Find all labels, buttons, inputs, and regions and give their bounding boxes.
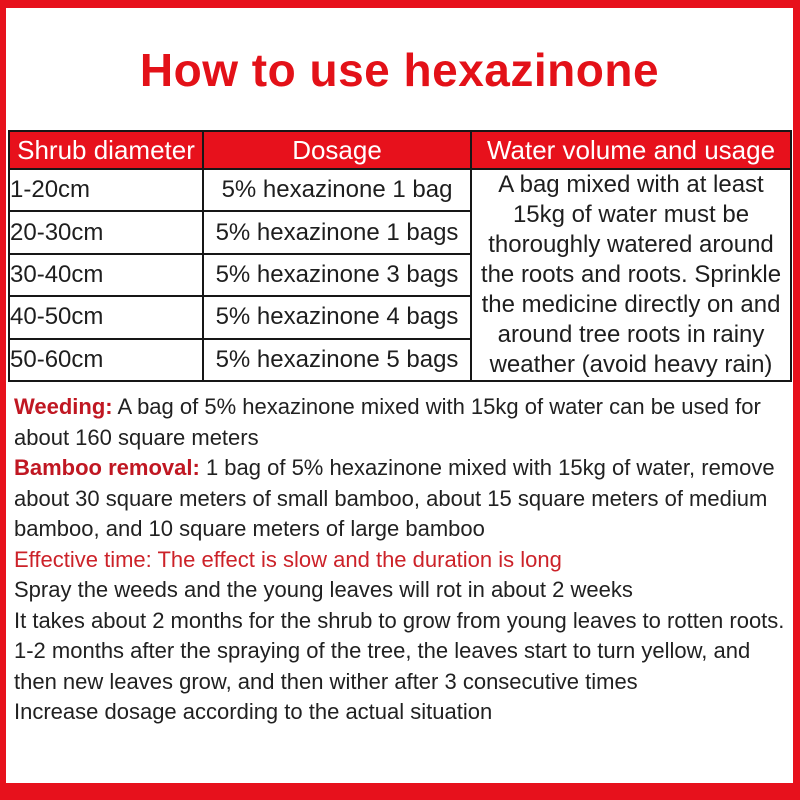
note-bamboo-text: 1 bag of 5% hexazinone mixed with 15kg of water, remove about 30 square meters of small bamboo, about 15 square meters of medium bamboo, and 10 square meters of large bamboo	[14, 455, 775, 541]
note-two-months: It takes about 2 months for the shrub to grow from young leaves to rotten roots.	[14, 607, 785, 633]
dosage-cell: 5% hexazinone 4 bags	[203, 296, 471, 338]
page-title: How to use hexazinone	[139, 44, 660, 96]
header-shrub-diameter: Shrub diameter	[9, 131, 203, 169]
diameter-cell: 20-30cm	[9, 211, 203, 253]
note-yellow-leaves: 1-2 months after the spraying of the tree, the leaves start to turn yellow, and then new leaves grow, and then wither after 3 consecutive times	[14, 638, 751, 694]
notes-section	[14, 392, 796, 728]
note-bamboo-removal	[14, 453, 796, 545]
diameter-cell: 50-60cm	[9, 339, 203, 381]
note-spray: Spray the weeds and the young leaves will rot in about 2 weeks	[14, 577, 633, 602]
dosage-cell: 5% hexazinone 1 bag	[203, 169, 471, 211]
note-weeding	[14, 392, 796, 453]
dosage-cell: 5% hexazinone 5 bags	[203, 339, 471, 381]
note-increase-dosage: Increase dosage according to the actual situation	[14, 699, 493, 724]
diameter-cell: 40-50cm	[9, 296, 203, 338]
note-effective-time: Effective time: The effect is slow and the duration is long	[14, 546, 562, 572]
table-header-row	[9, 131, 791, 169]
note-weeding-label: Weeding:	[14, 394, 113, 419]
dosage-table	[8, 130, 792, 382]
header-water-volume: Water volume and usage	[471, 131, 791, 169]
diameter-cell: 30-40cm	[9, 254, 203, 296]
water-usage-cell: A bag mixed with at least 15kg of water must be thoroughly watered around the roots and roots. Sprinkle the medicine directly on and around tree roots in rainy weather (avoid heavy rain)	[471, 169, 791, 381]
note-weeding-text: A bag of 5% hexazinone mixed with 15kg of water can be used for about 160 square meters	[14, 394, 761, 450]
note-bamboo-label: Bamboo removal:	[14, 455, 200, 480]
table-row	[9, 169, 791, 211]
header-dosage: Dosage	[203, 131, 471, 169]
dosage-cell: 5% hexazinone 1 bags	[203, 211, 471, 253]
dosage-cell: 5% hexazinone 3 bags	[203, 254, 471, 296]
bottom-red-bar	[0, 783, 800, 800]
diameter-cell: 1-20cm	[9, 169, 203, 211]
